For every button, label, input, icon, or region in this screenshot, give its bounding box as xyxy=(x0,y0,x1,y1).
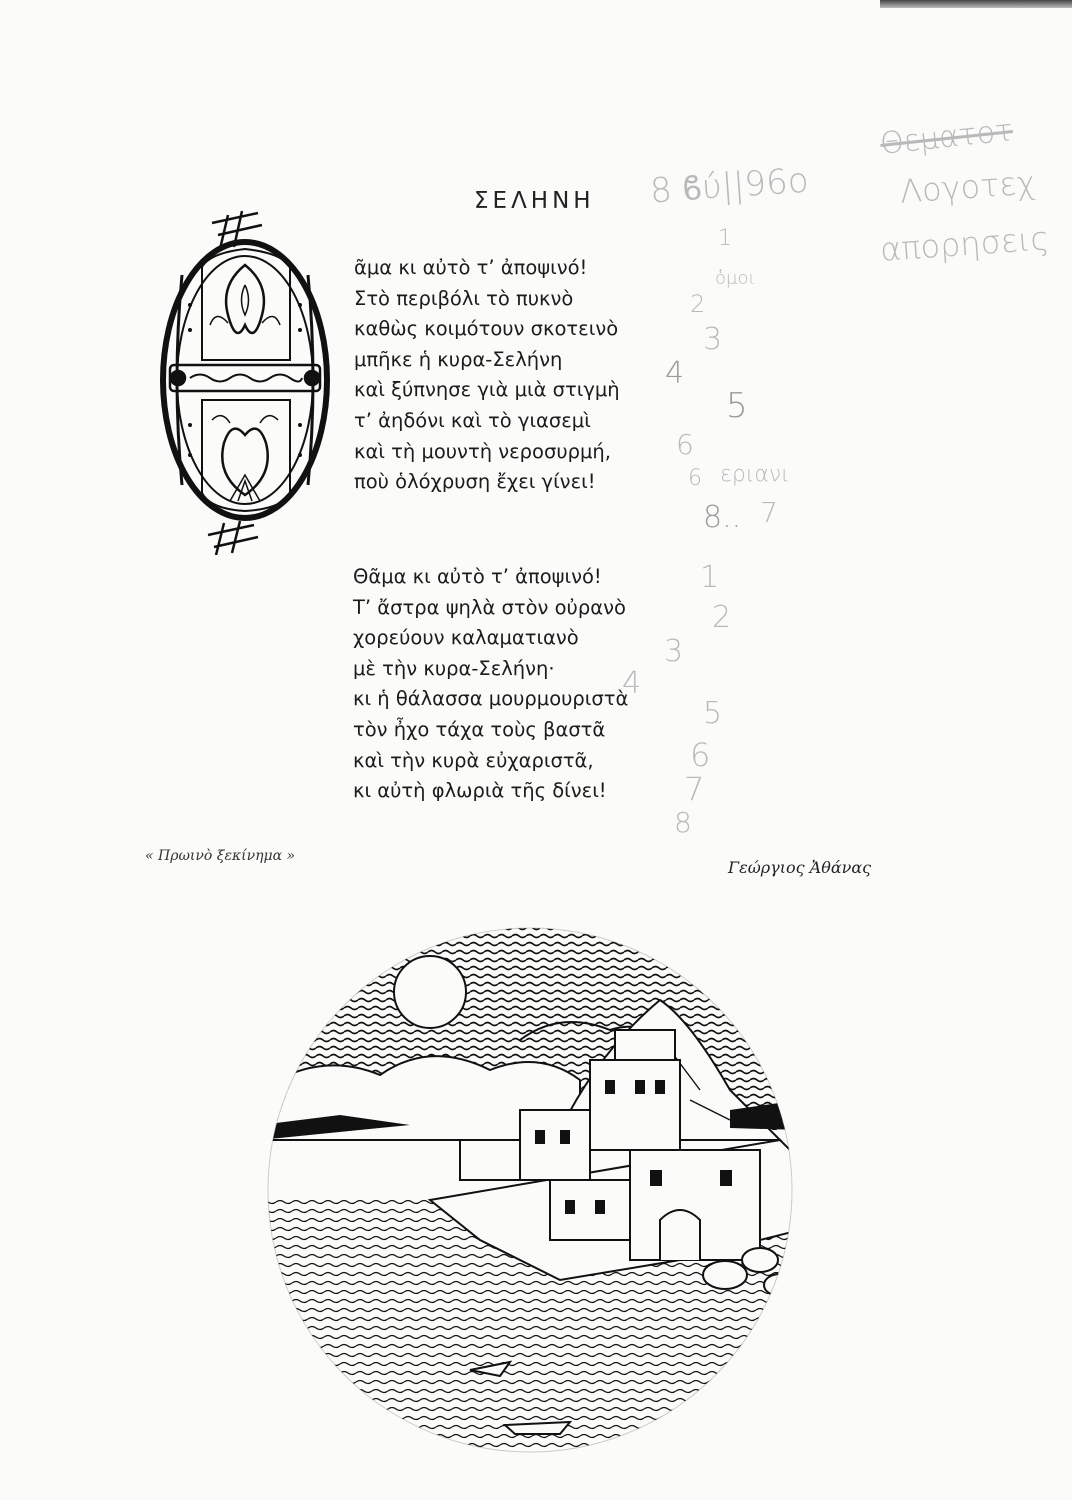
decorated-initial-theta xyxy=(150,205,340,555)
pencil-number: 6 xyxy=(688,466,702,491)
pencil-date: 8 ϐύ||96ο xyxy=(648,160,810,212)
pencil-number: 1 xyxy=(700,560,720,595)
pencil-number: 6 xyxy=(690,736,711,774)
pencil-note-3: απορησεις xyxy=(878,219,1051,269)
pencil-word-1: ὁμοι xyxy=(715,268,756,289)
verse-line: Στὸ περιβόλι τὸ πυκνὸ xyxy=(354,286,574,310)
verse-line: τ’ ἀηδόνι καὶ τὸ γιασεμὶ xyxy=(354,408,591,432)
verse-line: καὶ τὴν κυρὰ εὐχαριστᾶ, xyxy=(353,748,594,772)
verse-line: κι ἡ θάλασσα μουρμουριστὰ xyxy=(353,687,629,711)
verse-line: τὸν ἦχο τάχα τοὺς βαστᾶ xyxy=(353,717,606,741)
verse-line: χορεύουν καλαματιανὸ xyxy=(353,626,579,650)
pencil-note-2: Λογοτεχ xyxy=(898,163,1037,211)
pencil-number: 4 xyxy=(622,666,642,701)
author-name: Γεώργιος Ἀθάνας xyxy=(728,858,872,877)
source-citation: « Πρωινὸ ξεκίνημα » xyxy=(145,848,296,864)
pencil-number: 3 xyxy=(703,322,723,357)
pencil-number: 2 xyxy=(690,290,706,318)
verse-line: ποὺ ὁλόχρυση ἔχει γίνει! xyxy=(354,470,596,494)
pencil-number: 5 xyxy=(726,386,748,426)
scan-edge xyxy=(880,0,1072,8)
pencil-number: 8.. xyxy=(703,500,742,535)
pencil-word-7: εριανι xyxy=(720,462,790,487)
pencil-number: 5 xyxy=(703,696,723,731)
pencil-number: 6 xyxy=(676,428,694,461)
pencil-number: 8 xyxy=(674,806,692,839)
pencil-number: 1 xyxy=(718,226,732,251)
pencil-number: 7 xyxy=(760,496,778,529)
pencil-note-1: Θεματοτ xyxy=(878,113,1015,162)
stanza-1 xyxy=(354,253,620,498)
poem-title: ΣΕΛΗΝΗ xyxy=(474,188,595,214)
stanza-2 xyxy=(353,562,628,807)
pencil-number: 2 xyxy=(712,600,732,635)
verse-line: ᾶμα κι αὐτὸ τ’ ἀποψινό! xyxy=(354,256,588,279)
verse-line: Τ’ ἄστρα ψηλὰ στὸν οὐρανὸ xyxy=(353,595,626,619)
pencil-number: 3 xyxy=(664,634,684,669)
pencil-number: 4 xyxy=(665,356,685,391)
verse-line: καὶ τὴ μουντὴ νεροσυρμή, xyxy=(354,439,611,463)
moonlit-village-illustration xyxy=(260,900,800,1460)
verse-line: κι αὐτὴ φλωριὰ τῆς δίνει! xyxy=(353,779,607,803)
verse-line: Θᾶμα κι αὐτὸ τ’ ἀποψινό! xyxy=(353,565,602,588)
pencil-number: 7 xyxy=(684,770,705,808)
verse-line: μπῆκε ἡ κυρα-Σελήνη xyxy=(354,347,563,371)
verse-line: καὶ ξύπνησε γιὰ μιὰ στιγμὴ xyxy=(354,378,620,402)
verse-line: μὲ τὴν κυρα-Σελήνη· xyxy=(353,656,555,680)
verse-line: καθὼς κοιμότουν σκοτεινὸ xyxy=(354,317,619,341)
